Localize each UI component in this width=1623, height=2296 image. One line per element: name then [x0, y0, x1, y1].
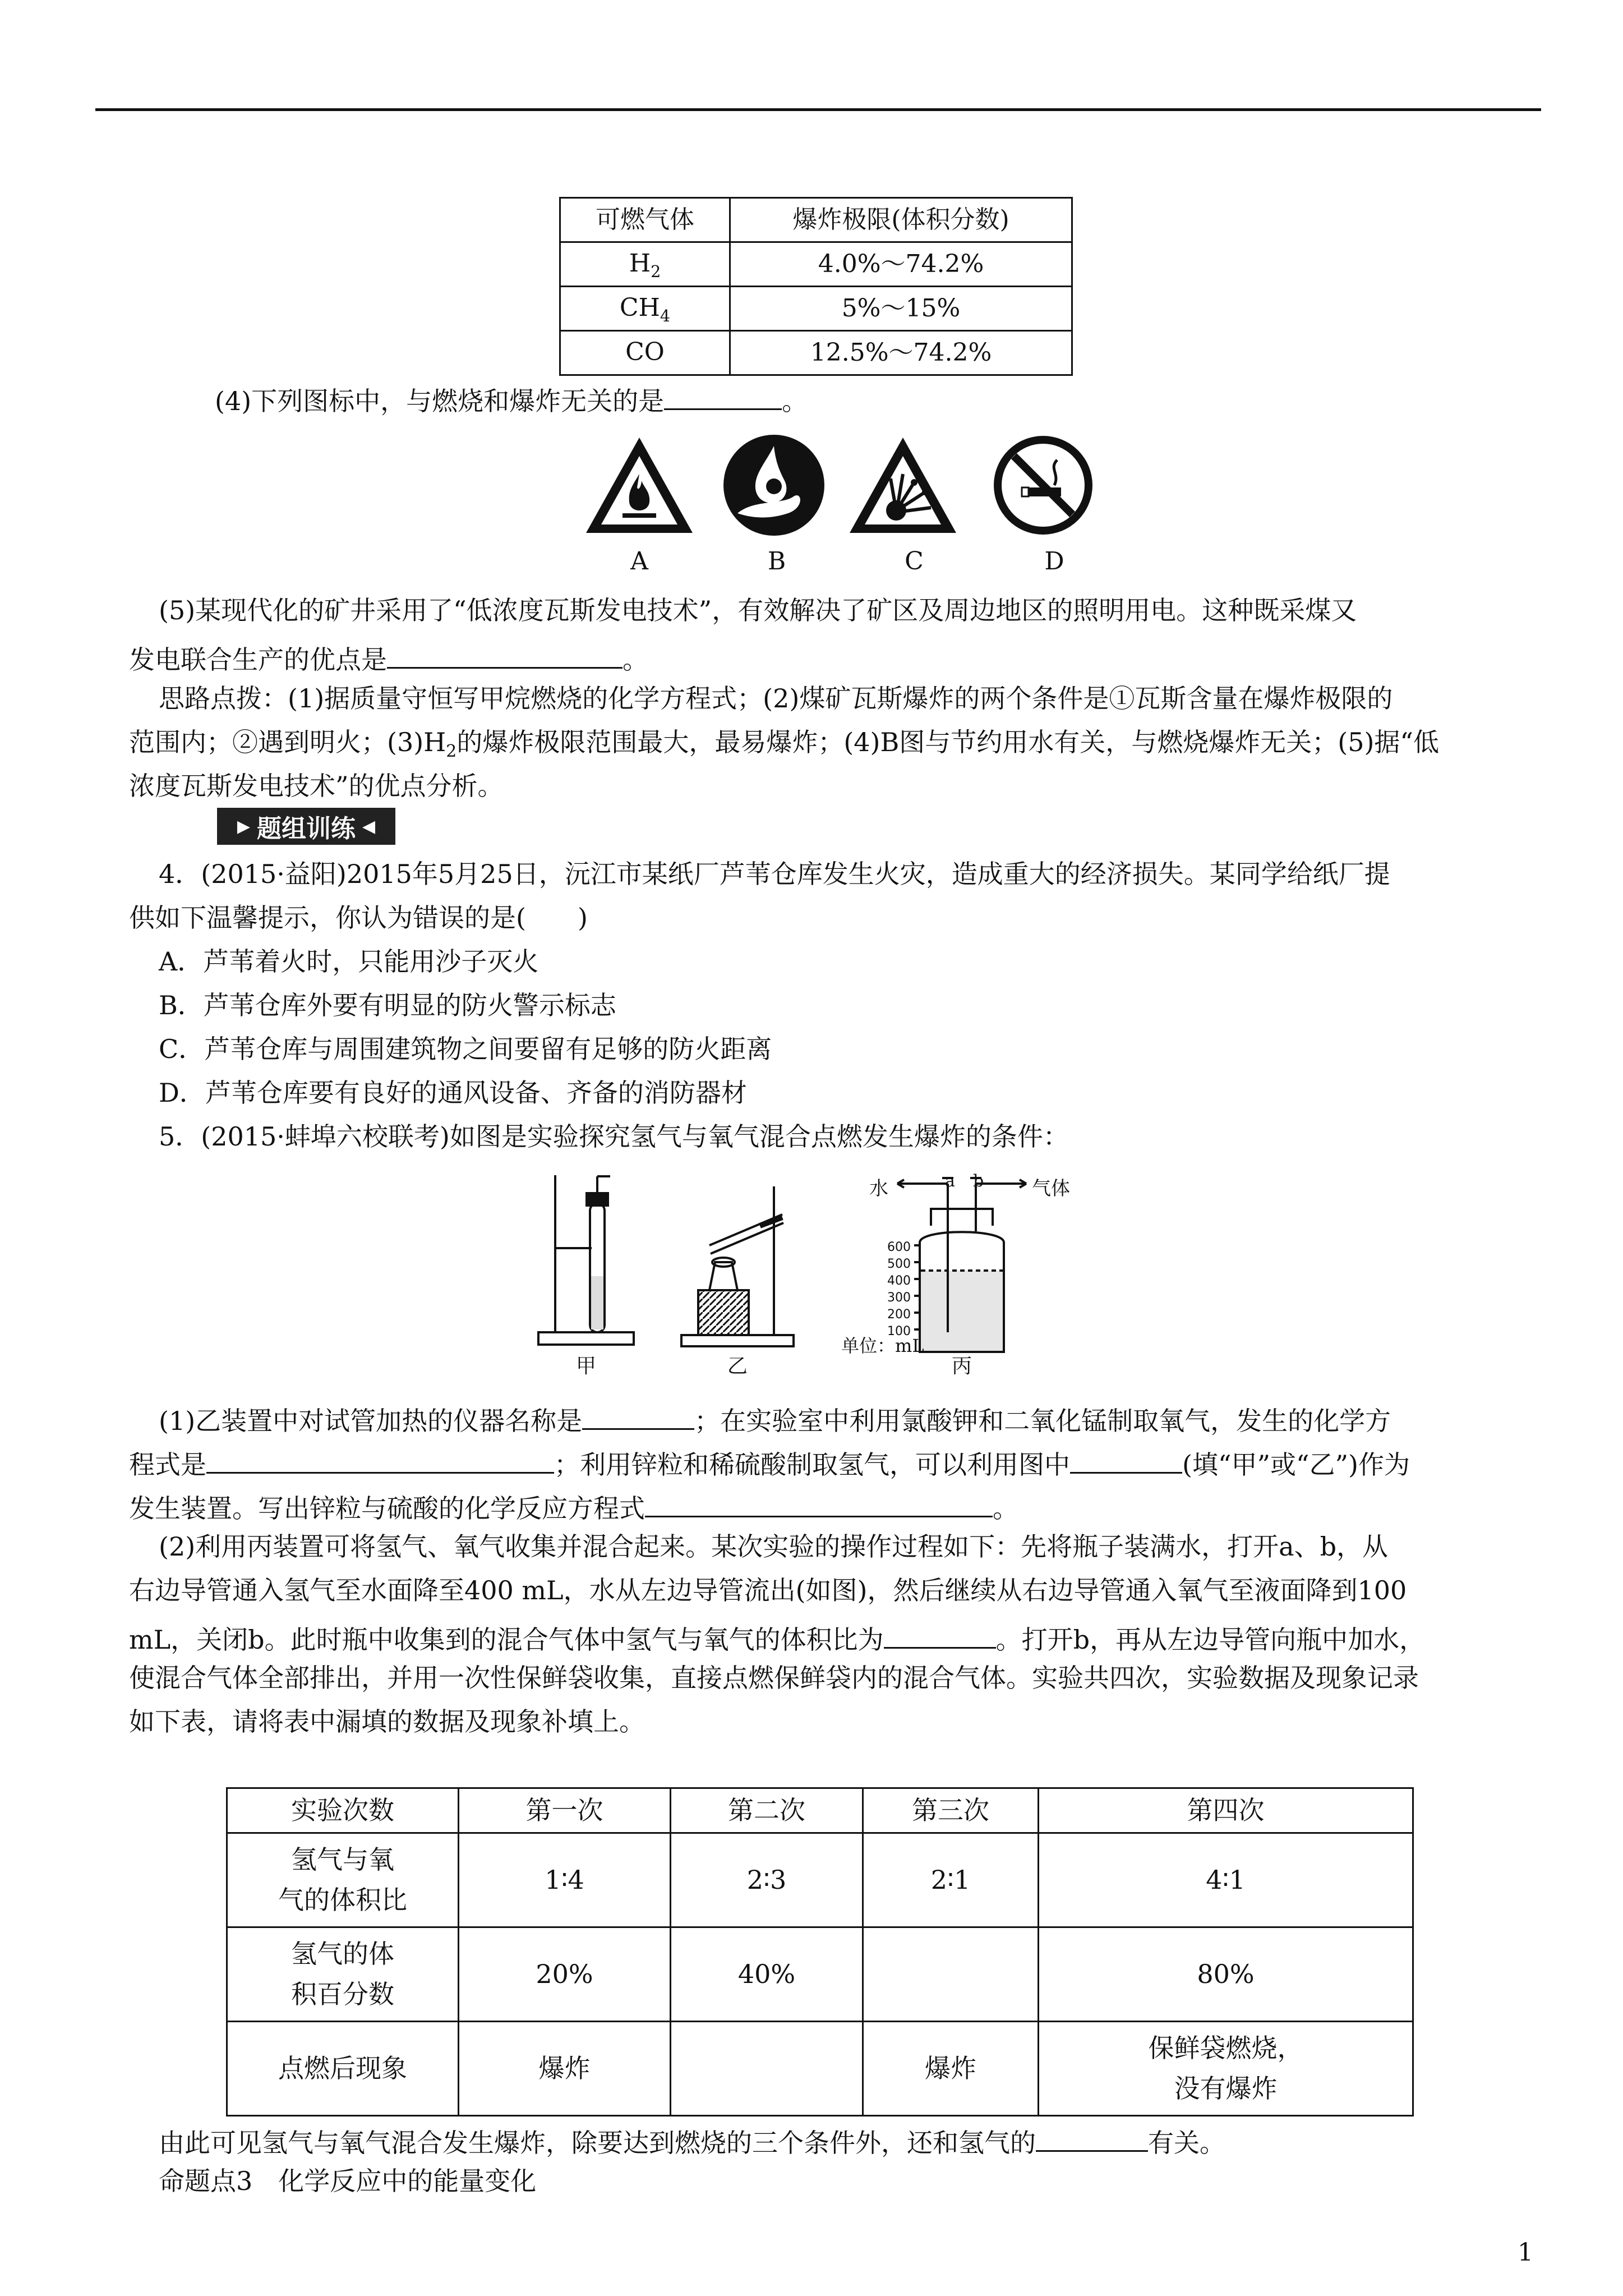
explosion-limit-table [559, 197, 1073, 376]
practice-banner: ▶ 题组训练 ◀ [217, 808, 395, 845]
water-saving-icon [723, 435, 824, 536]
table-header-cell: 可燃气体 [560, 198, 730, 242]
gas-limit: 4.0%～74.2% [730, 242, 1072, 287]
hint-line2: 范围内；②遇到明火；$(3)H_2$的爆炸极限范围最大，最易爆炸；(4)B图与节约用水有关，与燃烧爆炸无关；(5)据“低 [129, 727, 1439, 762]
question-5-sub-line2: 发电联合生产的优点是 。 [129, 641, 648, 673]
hint-line1: 思路点拨：(1)据质量守恒写甲烷燃烧的化学方程式；(2)煤矿瓦斯爆炸的两个条件是①瓦斯含量在爆炸极限的 [159, 683, 1393, 714]
question-4-line2: 供如下温馨提示，你认为错误的是( ) [129, 903, 588, 933]
hint-line3: 浓度瓦斯发电技术”的优点分析。 [129, 771, 504, 801]
q5-p2-line2: 右边导管通入氢气至水面降至400 mL，水从左边导管流出(如图)，然后继续从右边导管通入氧气至液面降到100 [129, 1575, 1407, 1605]
percent-cell-blank [863, 1927, 1039, 2022]
table-row [227, 2022, 1413, 2116]
safety-signs [583, 429, 1110, 547]
experiment-table [226, 1787, 1414, 2116]
table-header-row [560, 198, 1072, 242]
icon-label-c: C [905, 547, 924, 576]
q5-p1-line3: 发生装置。写出锌粒与硫酸的化学反应方程式 。 [129, 1490, 1018, 1521]
table-row [560, 242, 1072, 287]
table-header-cell: 爆炸极限(体积分数) [730, 198, 1072, 242]
gas-label: 气体 [1032, 1177, 1070, 1200]
phenomenon-cell: 保鲜袋燃烧， 没有爆炸 [1039, 2022, 1413, 2116]
scale-label: 500 [887, 1257, 911, 1271]
table-header-cell: 第三次 [863, 1788, 1039, 1833]
q5-p2-line5: 如下表，请将表中漏填的数据及现象补填上。 [129, 1706, 645, 1737]
option-c: C．芦苇仓库与周围建筑物之间要留有足够的防火距离 [159, 1034, 772, 1064]
unit-label: 单位：mL [841, 1335, 924, 1356]
table-row [227, 1927, 1413, 2022]
icon-label-d: D [1044, 547, 1064, 576]
apparatus-label-yi: 乙 [727, 1355, 748, 1377]
table-row [560, 331, 1072, 375]
gas-limit: 5%～15% [730, 287, 1072, 331]
q5-p2-line4: 使混合气体全部排出，并用一次性保鲜袋收集，直接点燃保鲜袋内的混合气体。实验共四次，实验数据及现象记录 [129, 1663, 1419, 1693]
row-label: 氢气与氧 气的体积比 [227, 1833, 459, 1927]
question-5-intro: 5．(2015·蚌埠六校联考)如图是实验探究氢气与氧气混合点燃发生爆炸的条件： [159, 1121, 1069, 1152]
triangle-right-icon: ▶ [237, 816, 250, 836]
row-label: 氢气的体 积百分数 [227, 1927, 459, 2022]
gas-name: $H_2$ [560, 242, 730, 287]
gas-collection-bottle [897, 1178, 1026, 1352]
phenomenon-cell-blank [671, 2022, 863, 2116]
percent-cell: 80% [1039, 1927, 1413, 2022]
option-b: B．芦苇仓库外要有明显的防火警示标志 [159, 990, 616, 1020]
flammable-warning-icon [586, 438, 693, 533]
explosive-warning-icon [850, 438, 956, 533]
table-header-cell: 第四次 [1039, 1788, 1413, 1833]
ratio-cell: 1∶4 [459, 1833, 671, 1927]
q5-p2-line1: (2)利用丙装置可将氢气、氧气收集并混合起来。某次实验的操作过程如下：先将瓶子装满水，打开a、b，从 [159, 1531, 1389, 1562]
page-number: 1 [1518, 2238, 1533, 2267]
scale-label: 600 [887, 1240, 911, 1254]
header-rule [95, 108, 1541, 111]
table-header-row [227, 1788, 1413, 1833]
q5-p1-line2: 程式是 ；利用锌粒和稀硫酸制取氢气，可以利用图中 (填“甲”或“乙”)作为 [129, 1446, 1410, 1478]
water-label: 水 [869, 1177, 888, 1200]
table-row [560, 287, 1072, 331]
option-a: A．芦苇着火时，只能用沙子灭火 [159, 946, 539, 977]
triangle-left-icon: ◀ [362, 816, 376, 836]
question-4-line1: 4．(2015·益阳)2015年5月25日，沅江市某纸厂芦苇仓库发生火灾，造成重大的经济损失。某同学给纸厂提 [159, 859, 1390, 889]
ratio-cell: 4∶1 [1039, 1833, 1413, 1927]
scale-label: 200 [887, 1308, 911, 1322]
scale-label: 400 [887, 1274, 911, 1288]
valve-a-label: a [945, 1171, 955, 1191]
conclusion-line: 由此可见氢气与氧气混合发生爆炸，除要达到燃烧的三个条件外，还和氢气的 有关。 [159, 2124, 1225, 2156]
test-tube-stand-apparatus [538, 1175, 634, 1345]
table-header-cell: 第一次 [459, 1788, 671, 1833]
table-header-cell: 实验次数 [227, 1788, 459, 1833]
row-label: 点燃后现象 [227, 2022, 459, 2116]
phenomenon-cell: 爆炸 [863, 2022, 1039, 2116]
q5-p2-line3: mL，关闭b。此时瓶中收集到的混合气体中氢气与氧气的体积比为 。打开b，再从左边导管向瓶中加水， [129, 1621, 1425, 1653]
scale-label: 100 [887, 1324, 911, 1338]
apparatus-label-bing: 丙 [951, 1355, 972, 1377]
table-row [227, 1833, 1413, 1927]
option-d: D．芦苇仓库要有良好的通风设备、齐备的消防器材 [159, 1078, 747, 1108]
apparatus-label-jia: 甲 [575, 1355, 597, 1377]
icon-label-b: B [767, 547, 786, 576]
question-4-sub: (4)下列图标中，与燃烧和爆炸无关的是 。 [215, 383, 808, 414]
scale-label: 300 [887, 1291, 911, 1305]
heating-apparatus [681, 1186, 794, 1346]
gas-name: $CH_4$ [560, 287, 730, 331]
section-heading: 命题点3 化学反应中的能量变化 [159, 2166, 537, 2196]
no-smoking-icon [994, 436, 1092, 535]
percent-cell: 40% [671, 1927, 863, 2022]
ratio-cell: 2∶3 [671, 1833, 863, 1927]
valve-b-label: b [973, 1171, 984, 1191]
percent-cell: 20% [459, 1927, 671, 2022]
ratio-cell: 2∶1 [863, 1833, 1039, 1927]
gas-name: CO [560, 331, 730, 375]
phenomenon-cell: 爆炸 [459, 2022, 671, 2116]
q5-p1-line1: (1)乙装置中对试管加热的仪器名称是 ；在实验室中利用氯酸钾和二氧化锰制取氧气，发生的化学方 [159, 1402, 1391, 1434]
apparatus-diagram [527, 1164, 1166, 1377]
question-5-sub-line1: (5)某现代化的矿井采用了“低浓度瓦斯发电技术”，有效解决了矿区及周边地区的照明用电。这种既采煤又 [159, 595, 1357, 625]
table-header-cell: 第二次 [671, 1788, 863, 1833]
gas-limit: 12.5%～74.2% [730, 331, 1072, 375]
icon-label-a: A [630, 547, 648, 576]
